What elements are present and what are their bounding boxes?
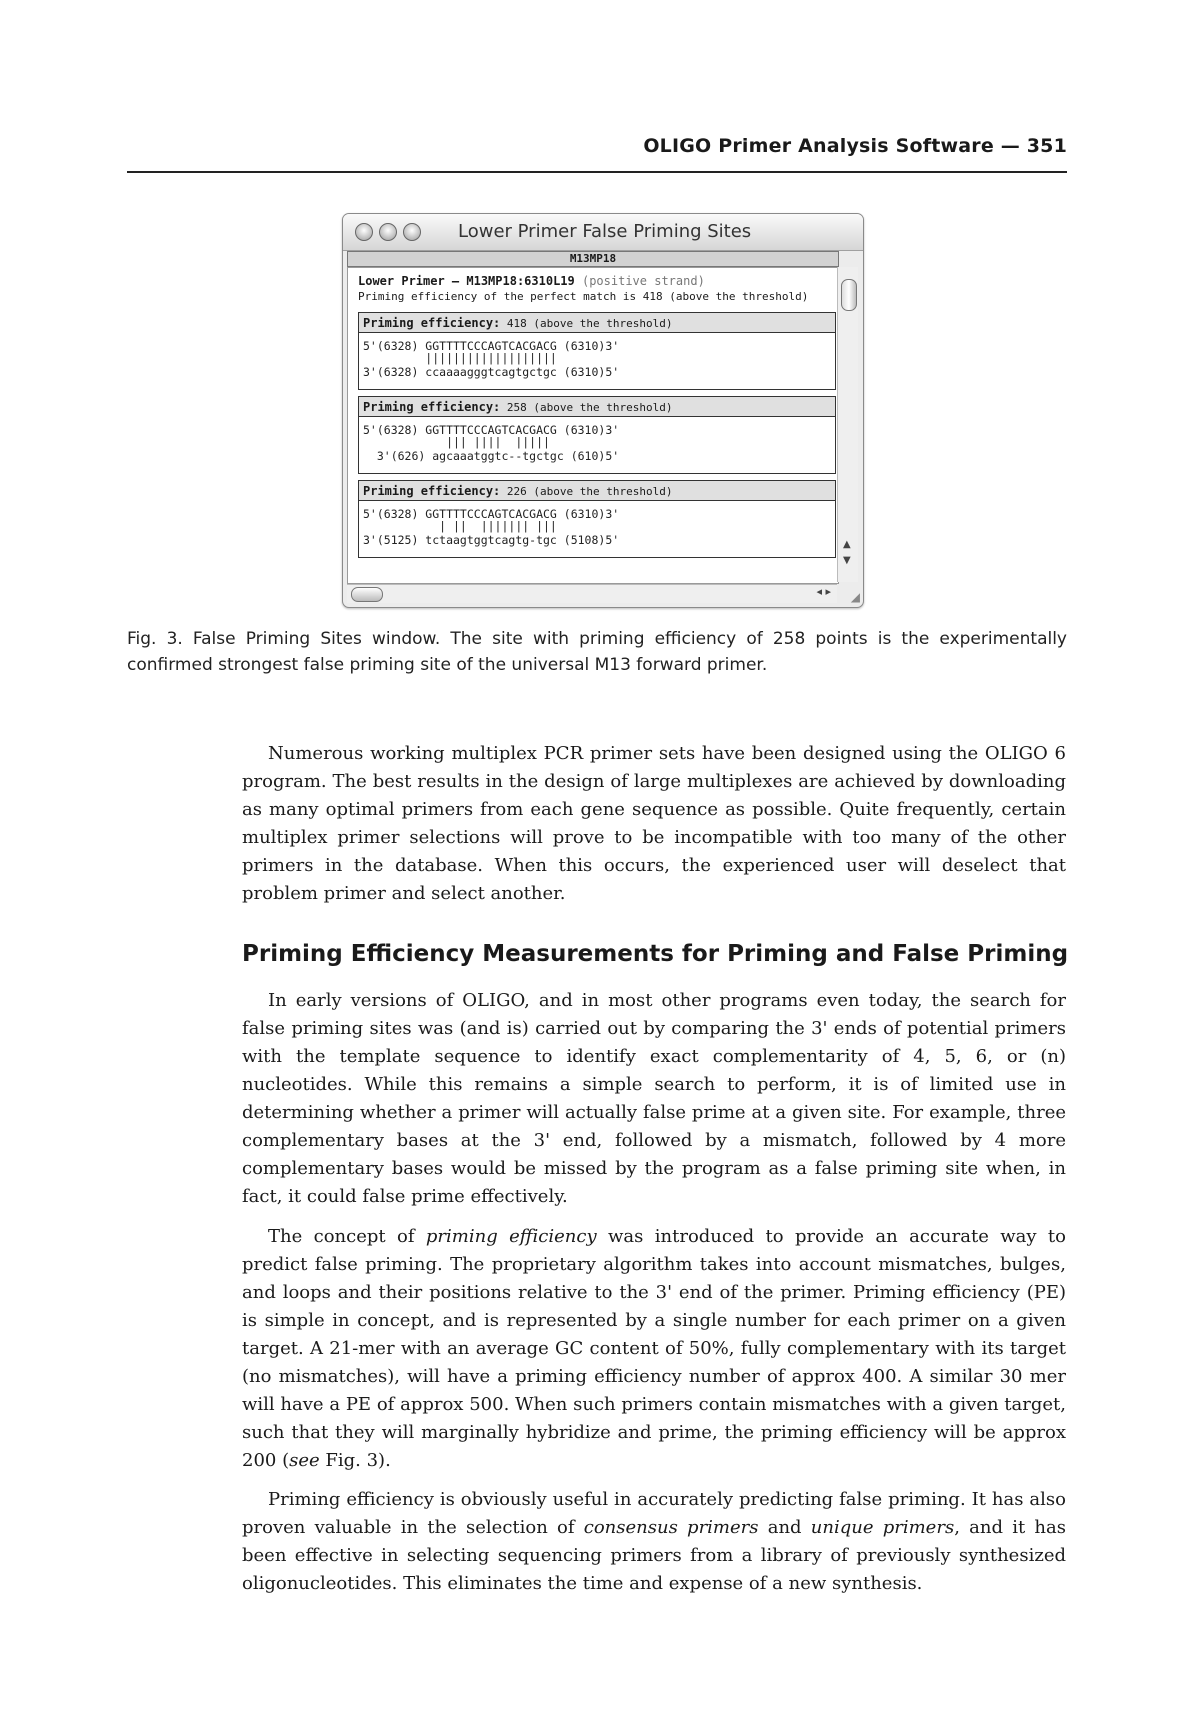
scroll-down-arrow-icon[interactable]: ▼	[843, 555, 851, 566]
horizontal-scroll-thumb[interactable]	[351, 587, 383, 602]
block-header	[359, 313, 835, 333]
vertical-scrollbar[interactable]	[837, 267, 858, 582]
emphasis-term: unique primers	[810, 1517, 955, 1538]
block-label: Priming efficiency:	[363, 484, 501, 498]
perfect-match-line: Priming efficiency of the perfect match is 418 (above the threshold)	[358, 290, 809, 303]
text-run: Priming efficiency is obviously useful in accurately predicting false priming. It has also proven valuable in the selection of	[242, 1489, 1066, 1538]
alignment-match-bars: | || ||||||| |||	[363, 519, 557, 533]
close-window-button[interactable]	[355, 223, 373, 241]
body-paragraph: In early versions of OLIGO, and in most other programs even today, the search for false priming sites was (and is) carried out by comparing the 3' ends of potential primers with the template sequence to identify exact complementarity of 4, 5, 6, or (n) nucleotides. While this remains a simple search to perform, it is of limited use in determining whether a primer will actually false prime at a given site. For example, three complementary bases at the 3' end, followed by a mismatch, followed by 4 more complementary bases would be missed by the program as a false priming site when, in fact, it could false prime effectively.	[242, 990, 1066, 1207]
block-header	[359, 481, 835, 501]
emphasis-term: consensus primers	[583, 1517, 759, 1538]
minimize-window-button[interactable]	[379, 223, 397, 241]
text-run: Fig. 3).	[319, 1450, 391, 1471]
window-titlebar[interactable]	[343, 214, 863, 251]
resize-grip-icon[interactable]: ◢	[850, 590, 860, 604]
alignment-top-strand: 5'(6328) GGTTTTCCCAGTCACGACG (6310)3'	[363, 423, 620, 437]
figure-caption: Fig. 3. False Priming Sites window. The site with priming efficiency of 258 points is the experimentally confirmed strongest false priming site of the universal M13 forward primer.	[127, 629, 1067, 675]
section-heading: Priming Efficiency Measurements for Priming and False Priming	[242, 941, 1069, 967]
window-title: Lower Primer False Priming Sites	[458, 221, 752, 242]
alignment-top-strand: 5'(6328) GGTTTTCCCAGTCACGACG (6310)3'	[363, 339, 620, 353]
running-header	[127, 133, 1067, 173]
emphasis-term: see	[289, 1450, 320, 1471]
block-value: 418 (above the threshold)	[506, 317, 673, 330]
results-pane	[347, 267, 839, 584]
primer-strand: (positive strand)	[581, 274, 705, 288]
body-paragraph	[242, 1486, 1066, 1598]
zoom-window-button[interactable]	[403, 223, 421, 241]
primer-name: Lower Primer – M13MP18:6310L19	[358, 274, 575, 288]
body-paragraph	[242, 1223, 1066, 1475]
text-run: The concept of	[268, 1226, 426, 1247]
text-run: , and it has been effective in selecting sequencing primers from a library of previously synthesized oligonucleotides. This eliminates the time and expense of a new synthesis.	[242, 1517, 1066, 1594]
scroll-up-arrow-icon[interactable]: ▲	[843, 539, 851, 550]
vertical-scroll-thumb[interactable]	[841, 279, 857, 311]
priming-site-block	[358, 312, 836, 390]
block-value: 226 (above the threshold)	[506, 485, 673, 498]
alignment-match-bars: ||| |||| |||||	[363, 435, 550, 449]
primer-info-line	[358, 274, 705, 288]
alignment-bottom-strand: 3'(5125) tctaagtggtcagtg-tgc (5108)5'	[363, 533, 620, 547]
scroll-left-right-arrows-icon[interactable]: ◂ ▸	[816, 585, 831, 598]
body-paragraph: Numerous working multiplex PCR primer sets have been designed using the OLIGO 6 program. The best results in the design of large multiplexes are achieved by downloading as many optimal primers from each gene sequence as possible. Quite frequently, certain multiplex primer selections will prove to be incompatible with too many of the other primers in the database. When this occurs, the experienced user will deselect that problem primer and select another.	[242, 743, 1066, 904]
alignment-top-strand: 5'(6328) GGTTTTCCCAGTCACGACG (6310)3'	[363, 507, 620, 521]
text-run: and	[758, 1517, 811, 1538]
block-value: 258 (above the threshold)	[506, 401, 673, 414]
block-label: Priming efficiency:	[363, 400, 501, 414]
priming-site-block	[358, 396, 836, 474]
sequence-name-bar: M13MP18	[347, 251, 839, 267]
priming-site-block	[358, 480, 836, 558]
alignment-bottom-strand: 3'(626) agcaaatggtc--tgctgc (610)5'	[363, 449, 620, 463]
block-label: Priming efficiency:	[363, 316, 501, 330]
alignment-bottom-strand: 3'(6328) ccaaaagggtcagtgctgc (6310)5'	[363, 365, 620, 379]
false-priming-window	[342, 213, 864, 608]
running-title: OLIGO Primer Analysis Software — 351	[643, 135, 1067, 157]
alignment-match-bars: |||||||||||||||||||	[363, 351, 557, 365]
text-run: was introduced to provide an accurate way to predict false priming. The proprietary algorithm takes into account mismatches, bulges, and loops and their positions relative to the 3' end of the primer. Priming efficiency (PE) is simple in concept, and is represented by a single number for each primer on a given target. A 21-mer with an average GC content of 50%, fully complementary with its target (no mismatches), will have a priming efficiency number of approx 400. A similar 30 mer will have a PE of approx 500. When such primers contain mismatches with a given target, such that they will marginally hybridize and prime, the priming efficiency will be approx 200 (	[242, 1226, 1066, 1471]
block-header	[359, 397, 835, 417]
horizontal-scrollbar[interactable]	[347, 584, 837, 603]
emphasis-term: priming efficiency	[425, 1226, 597, 1247]
